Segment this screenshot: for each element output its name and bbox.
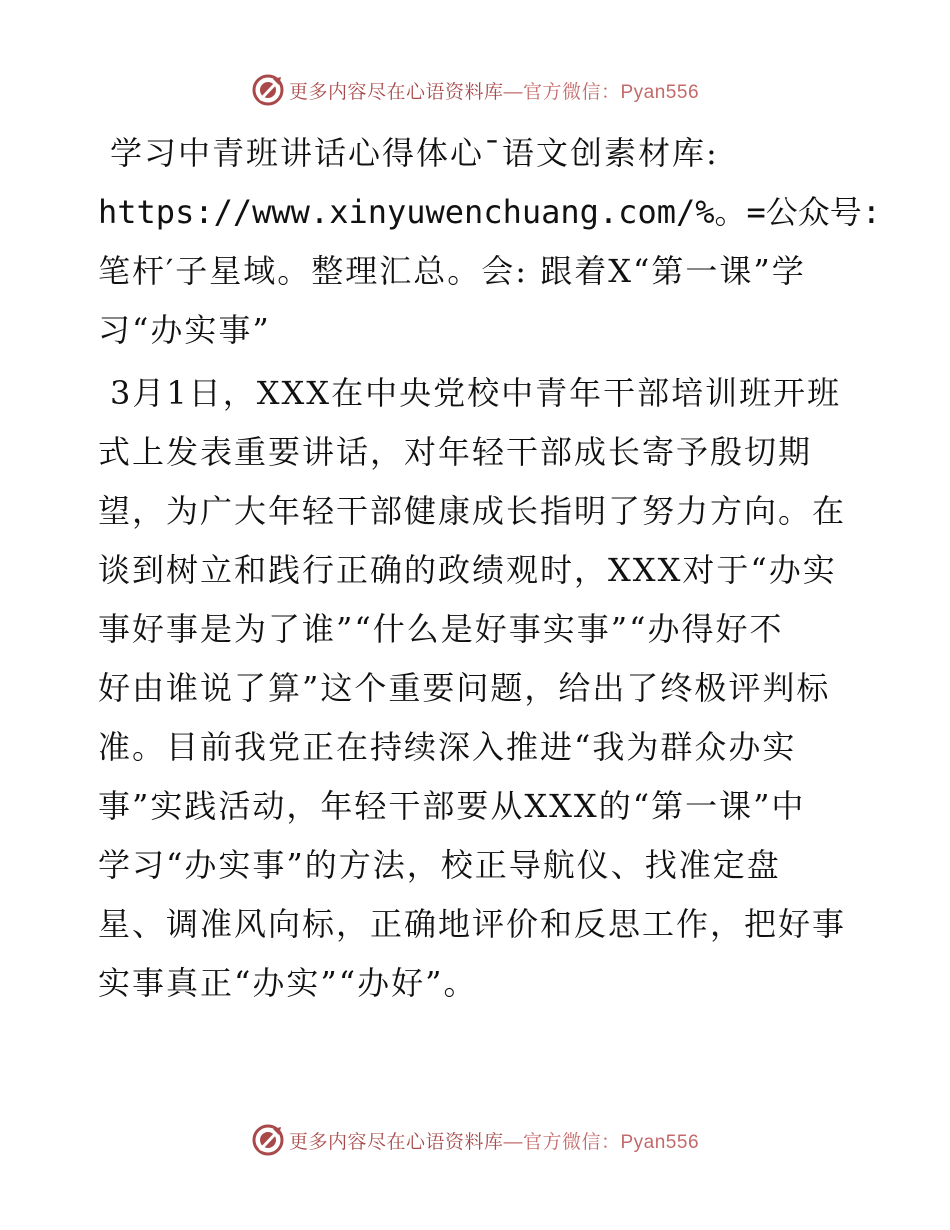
paragraph-line: 学习“办实事”的方法，校正导航仪、找准定盘: [98, 846, 781, 884]
paragraph-line: 事”实践活动，年轻干部要从XXX的“第一课”中: [98, 787, 806, 825]
banner-label: 更多内容尽在心语资料库: [288, 1130, 504, 1153]
paragraph-line: 3月1日，XXX在中央党校中青年干部培训班开班: [110, 374, 842, 412]
title-line: 笔杆′子星域。整理汇总。会: 跟着X“第一课”学: [98, 252, 806, 290]
header-banner: [0, 70, 950, 110]
banner-wechat: —官方微信：Pyan556: [503, 1131, 700, 1153]
document-title: [98, 124, 882, 360]
paragraph-line: 实事真正“办实”“办好”。: [98, 964, 478, 1002]
banner-label: 更多内容尽在心语资料库: [288, 80, 504, 103]
paragraph-line: 事好事是为了谁”“什么是好事实事”“办得好不: [98, 610, 784, 648]
paragraph-line: 谈到树立和践行正确的政绩观时，XXX对于“办实: [98, 551, 837, 589]
title-line: 习“办实事”: [98, 311, 271, 349]
seal-logo-icon: [251, 73, 285, 107]
paragraph-line: 准。目前我党正在持续深入推进“我为群众办实: [98, 728, 797, 766]
title-line: 学习中青班讲话心得体心¯语文创素材库:: [110, 134, 719, 172]
seal-logo-icon: [251, 1123, 285, 1157]
title-line: https://www.xinyuwenchuang.com/%。=公众号:: [98, 193, 882, 231]
body-paragraph: [98, 364, 854, 1013]
paragraph-line: 望，为广大年轻干部健康成长指明了努力方向。在: [98, 492, 847, 530]
banner-wechat: —官方微信：Pyan556: [503, 81, 700, 103]
banner-text: [289, 77, 699, 104]
paragraph-line: 式上发表重要讲话，对年轻干部成长寄予殷切期: [98, 433, 813, 471]
banner-text: [289, 1127, 699, 1154]
paragraph-line: 好由谁说了算”这个重要问题，给出了终极评判标: [98, 669, 831, 707]
footer-banner: [0, 1120, 950, 1160]
paragraph-line: 星、调准风向标，正确地评价和反思工作，把好事: [98, 905, 847, 943]
